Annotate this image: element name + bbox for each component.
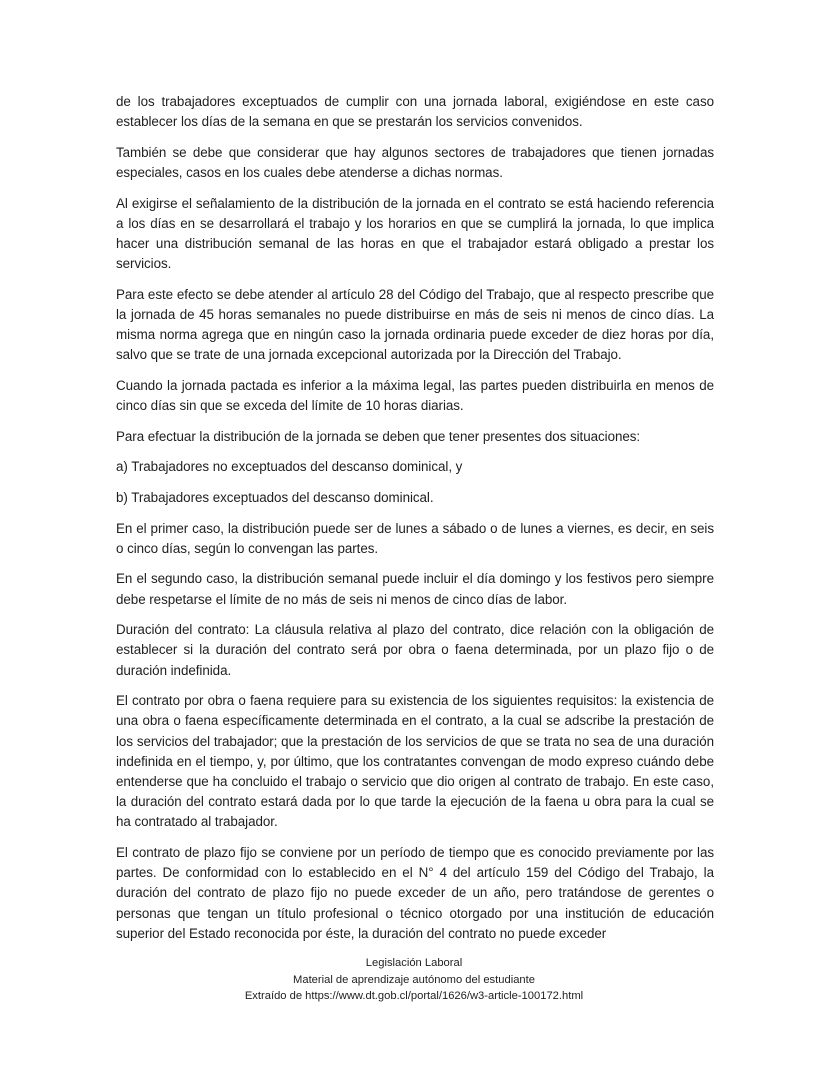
paragraph: Duración del contrato: La cláusula relativa al plazo del contrato, dice relación con la obligación de establecer si la duración del contrato será por obra o faena determinada, por un plazo fijo o de duración indefinida. (116, 622, 714, 678)
page-footer (0, 955, 828, 1005)
paragraph: En el primer caso, la distribución puede ser de lunes a sábado o de lunes a viernes, es decir, en seis o cinco días, según lo convengan las partes. (116, 520, 714, 556)
paragraph: En el segundo caso, la distribución semanal puede incluir el día domingo y los festivos pero siempre debe respetarse el límite de no más de seis ni menos de cinco días de labor. (116, 571, 714, 607)
paragraph: El contrato por obra o faena requiere para su existencia de los siguientes requisitos: la existencia de una obra o faena específicamente determinada en el contrato, a la cual se adscribe la prestación de los servicios del trabajador; que la prestación de los servicios de que se trata no sea de una duración indefinida en el tiempo, y, por último, que los contratantes convengan de modo expreso cuándo debe entenderse que ha concluido el trabajo o servicio que dio origen al contrato de trabajo. En este caso, la duración del contrato estará dada por lo que tarde la ejecución de la faena u obra para la cual se ha contratado al trabajador. (116, 693, 714, 830)
paragraph: Al exigirse el señalamiento de la distribución de la jornada en el contrato se está haciendo referencia a los días en se desarrollará el trabajo y los horarios en que se cumplirá la jornada, lo que implica hacer una distribución semanal de las horas en que el trabajador estará obligado a prestar los servicios. (116, 195, 714, 272)
list-item: a) Trabajadores no exceptuados del descanso dominical, y (116, 459, 463, 475)
paragraph: Para efectuar la distribución de la jornada se deben que tener presentes dos situaciones: (116, 428, 641, 444)
footer-source: Extraído de https://www.dt.gob.cl/portal/1626/w3-article-100172.html (244, 990, 584, 1003)
paragraph: También se debe que considerar que hay algunos sectores de trabajadores que tienen jornadas especiales, casos en los cuales debe atenderse a dichas normas. (116, 144, 714, 180)
footer-course-title: Legislación Laboral (365, 957, 463, 969)
paragraph: Para este efecto se debe atender al artículo 28 del Código del Trabajo, que al respecto prescribe que la jornada de 45 horas semanales no puede distribuirse en más de seis ni menos de cinco días. La misma norma agrega que en ningún caso la jornada ordinaria puede exceder de diez horas por día, salvo que se trate de una jornada excepcional autorizada por la Dirección del Trabajo. (116, 286, 714, 363)
paragraph: El contrato de plazo fijo se conviene por un período de tiempo que es conocido previamente por las partes. De conformidad con lo establecido en el N° 4 del artículo 159 del Código del Trabajo, la duración del contrato de plazo fijo no puede exceder de un año, pero tratándose de gerentes o personas que tengan un título profesional o técnico otorgado por una institución de educación superior del Estado reconocida por éste, la duración del contrato no puede exceder (116, 844, 714, 941)
paragraph: Cuando la jornada pactada es inferior a la máxima legal, las partes pueden distribuirla en menos de cinco días sin que se exceda del límite de 10 horas diarias. (116, 378, 714, 414)
paragraph: de los trabajadores exceptuados de cumplir con una jornada laboral, exigiéndose en este caso establecer los días de la semana en que se prestarán los servicios convenidos. (116, 94, 714, 130)
list-item: b) Trabajadores exceptuados del descanso dominical. (116, 489, 434, 505)
document-body (116, 92, 714, 954)
footer-material-label: Material de aprendizaje autónomo del estudiante (293, 973, 535, 986)
